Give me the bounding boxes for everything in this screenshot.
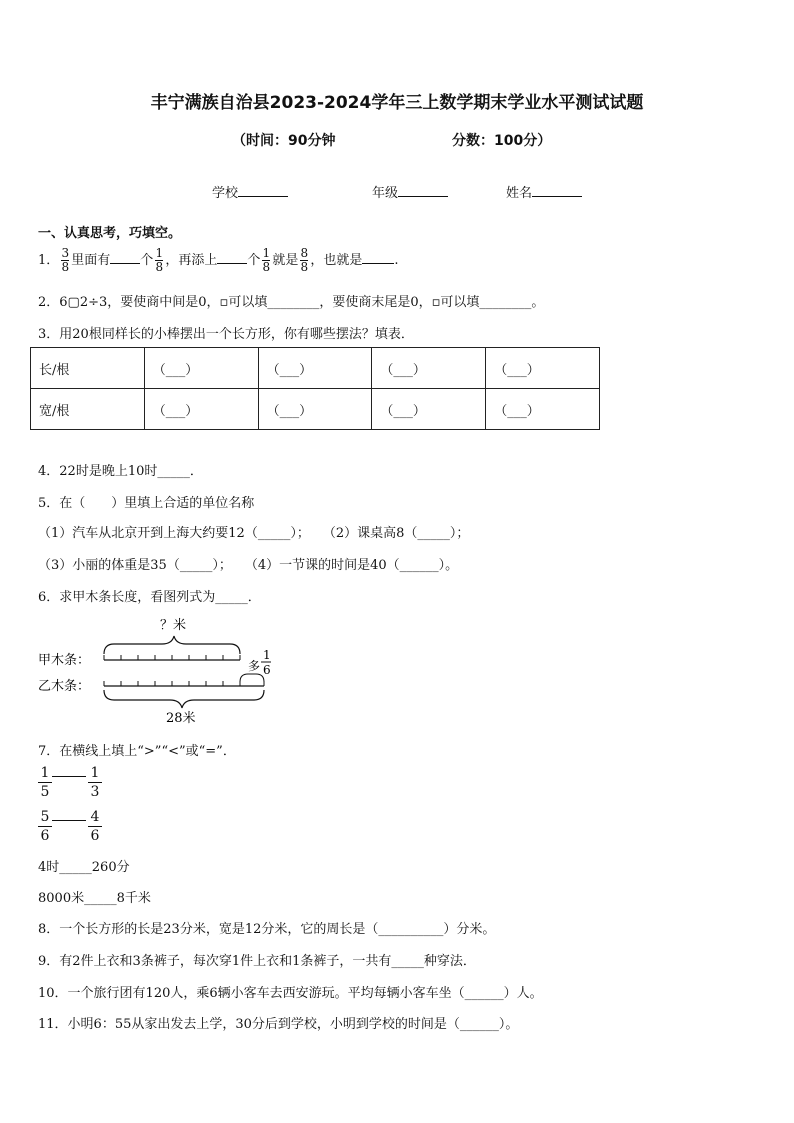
name-label: 姓名 — [506, 186, 533, 201]
section-heading: 一、认真思考，巧填空。 — [38, 226, 182, 241]
answer-blank[interactable]: （___） — [258, 389, 372, 430]
wood-strip-diagram — [34, 614, 284, 726]
score-label: 分数：100分） — [452, 133, 552, 149]
fraction: $\frac{8}{8}$ — [300, 246, 309, 274]
fraction: $\frac{4}{6}$ — [88, 808, 102, 845]
name-field — [506, 182, 582, 201]
question-5: 5．在（ ）里填上合适的单位名称 — [38, 496, 255, 511]
fraction: $\frac{5}{6}$ — [38, 808, 52, 845]
fraction: $\frac{1}{8}$ — [155, 246, 164, 274]
question-8: 8．一个长方形的长是23分米，宽是12分米，它的周长是（__________）分米。 — [38, 922, 496, 937]
time-label: （时间：90分钟 — [232, 133, 336, 149]
table-row — [31, 348, 600, 389]
compare-row-2 — [38, 808, 102, 845]
question-3: 3．用20根同样长的小棒摆出一个长方形，你有哪些摆法？填表． — [38, 327, 414, 342]
compare-row-1 — [38, 764, 102, 801]
question-4: 4．22时是晚上10时_____． — [38, 464, 203, 479]
row-label-yi: 乙木条： — [38, 679, 91, 694]
answer-blank[interactable]: （___） — [372, 348, 486, 389]
answer-blank[interactable]: （___） — [486, 348, 600, 389]
row-label: 宽/根 — [31, 389, 145, 430]
fraction: $\frac{3}{8}$ — [61, 246, 70, 274]
compare-row-3: 4时_____260分 — [38, 860, 130, 875]
school-field — [212, 182, 288, 201]
frac-den: 6 — [263, 663, 271, 677]
question-5-part-1: （1）汽车从北京开到上海大约要12（_____）； （2）课桌高8（_____）； — [38, 526, 470, 541]
question-5-part-2: （3）小丽的体重是35（_____）； （4）一节课的时间是40（______）。 — [38, 558, 459, 573]
question-10: 10．一个旅行团有120人，乘6辆小客车去西安游玩。平均每辆小客车坐（______）人。 — [38, 986, 543, 1001]
compare-row-4: 8000米_____8千米 — [38, 891, 151, 906]
answer-blank[interactable]: （___） — [144, 348, 258, 389]
row-label: 长/根 — [31, 348, 145, 389]
question-6: 6．求甲木条长度，看图列式为_____． — [38, 590, 261, 605]
bottom-label: 28米 — [166, 711, 196, 726]
row-label-jia: 甲木条： — [38, 653, 91, 668]
bottom-brace — [104, 690, 264, 708]
school-label: 学校 — [212, 186, 239, 201]
jia-ticks — [104, 655, 240, 660]
question-11: 11．小明6：55从家出发去上学，30分后到学校，小明到学校的时间是（______）。 — [38, 1017, 519, 1032]
page-title: 丰宁满族自治县2023-2024学年三上数学期末学业水平测试试题 — [150, 93, 644, 113]
grade-label: 年级 — [372, 186, 399, 201]
q3-table — [30, 347, 600, 430]
fraction: $\frac{1}{3}$ — [88, 764, 102, 801]
table-row — [31, 389, 600, 430]
more-label: 多 — [248, 659, 261, 673]
answer-blank[interactable]: （___） — [258, 348, 372, 389]
top-label: ？米 — [160, 618, 187, 633]
question-7: 7．在横线上填上“>”“<”或“=”． — [38, 744, 236, 759]
grade-field — [372, 182, 448, 201]
question-2: 2．6▢2÷3，要使商中间是0，▫可以填________，要使商末尾是0，▫可以填________。 — [38, 295, 545, 310]
question-9: 9．有2件上衣和3条裤子，每次穿1件上衣和1条裤子，一共有_____种穿法． — [38, 954, 476, 969]
fraction: $\frac{1}{8}$ — [262, 246, 271, 274]
question-1: 1． $\frac{3}{8}$ 里面有 个 $\frac{1}{8}$ ，再添上 个 $\frac{1}{8}$ 就是 $\frac{8}{8}$ ，也就是 . — [38, 246, 399, 274]
answer-blank[interactable]: （___） — [372, 389, 486, 430]
frac-num: 1 — [263, 648, 271, 662]
fraction: $\frac{1}{5}$ — [38, 764, 52, 801]
answer-blank[interactable]: （___） — [144, 389, 258, 430]
extra-brace — [240, 674, 264, 682]
answer-blank[interactable]: （___） — [486, 389, 600, 430]
top-brace — [104, 636, 240, 654]
